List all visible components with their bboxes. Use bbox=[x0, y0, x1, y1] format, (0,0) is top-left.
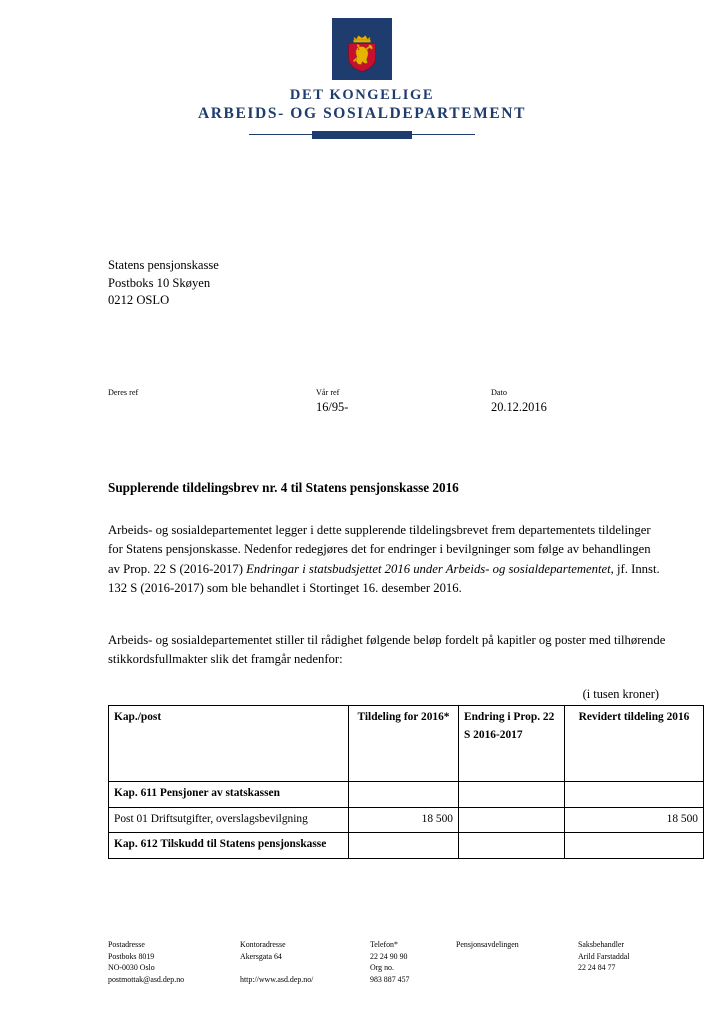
footer-saksbehandler-phone: 22 24 84 77 bbox=[578, 963, 616, 973]
footer-orgno-value: 983 887 457 bbox=[370, 975, 410, 985]
table-cell-tildeling bbox=[349, 782, 459, 808]
footer-email[interactable]: postmottak@asd.dep.no bbox=[108, 975, 185, 985]
table-row bbox=[109, 807, 704, 833]
department-title bbox=[0, 87, 724, 124]
table-cell-tildeling bbox=[349, 833, 459, 859]
document-heading: Supplerende tildelingsbrev nr. 4 til Statens pensjonskasse 2016 bbox=[108, 480, 459, 495]
reference-row bbox=[108, 388, 668, 420]
rule-thick-bar bbox=[312, 131, 412, 139]
reference-labels bbox=[108, 388, 668, 400]
footer-column-saksbehandler bbox=[578, 939, 630, 974]
footer-kontoradresse-spacer bbox=[240, 962, 313, 974]
footer-kontoradresse-street: Akersgata 64 bbox=[240, 951, 282, 961]
letterhead bbox=[0, 18, 724, 140]
footer-orgno-label: Org no. bbox=[370, 963, 394, 973]
reference-values bbox=[108, 400, 668, 420]
paragraph-intro-text-2: , jf. Innst. 132 S (2016-2017) som ble behandlet i Stortinget 16. desember 2016. bbox=[108, 561, 660, 595]
address-line-1: Statens pensjonskasse bbox=[108, 258, 219, 272]
table-row bbox=[109, 782, 704, 808]
address-line-2: Postboks 10 Skøyen bbox=[108, 275, 211, 290]
footer-column-telefon bbox=[370, 939, 409, 986]
table-cell-kap-post: Kap. 611 Pensjoner av statskassen bbox=[109, 782, 349, 808]
paragraph-intro-text-1: Arbeids- og sosialdepartementet legger i dette supplerende tildelingsbrevet frem departementets tildelinger for Statens pensjonskasse. Nedenfor redegjøres det for endringer i bevilgninger som følge av behandlingen av Prop. 22 S (2016-2017) bbox=[108, 523, 651, 576]
footer-telefon-label: Telefon* bbox=[370, 940, 398, 949]
allocation-table bbox=[108, 705, 704, 859]
paragraph-intro bbox=[108, 521, 660, 598]
paragraph-intro-italic: Endringar i statsbudsjettet 2016 under Arbeids- og sosialdepartementet bbox=[246, 561, 611, 576]
coat-of-arms-icon bbox=[332, 18, 392, 80]
footer-kontoradresse-label: Kontoradresse bbox=[240, 940, 286, 949]
table-header-endring-prop22: Endring i Prop. 22 S 2016-2017 bbox=[459, 706, 565, 782]
footer-column-kontoradresse bbox=[240, 939, 313, 986]
dato-value: 20.12.2016 bbox=[491, 400, 547, 414]
footer-website-url[interactable]: http://www.asd.dep.no/ bbox=[240, 975, 314, 985]
footer-postadresse-box: Postboks 8019 bbox=[108, 951, 155, 961]
table-cell-endring bbox=[459, 807, 565, 833]
table-cell-endring bbox=[459, 782, 565, 808]
address-line-3: 0212 OSLO bbox=[108, 293, 170, 307]
var-ref-value: 16/95- bbox=[316, 400, 349, 414]
footer-avdeling-label: Pensjonsavdelingen bbox=[456, 940, 519, 949]
footer-postadresse-city: NO-0030 Oslo bbox=[108, 963, 155, 973]
table-cell-kap-post: Post 01 Driftsutgifter, overslagsbevilgning bbox=[109, 807, 349, 833]
table-header-tildeling-2016: Tildeling for 2016* bbox=[349, 706, 459, 782]
table-cell-endring bbox=[459, 833, 565, 859]
dato-label: Dato bbox=[491, 388, 507, 397]
table-cell-kap-post: Kap. 612 Tilskudd til Statens pensjonskasse bbox=[109, 833, 349, 859]
letterhead-rule bbox=[227, 130, 497, 140]
department-title-line1: DET KONGELIGE bbox=[289, 87, 435, 103]
table-row bbox=[109, 833, 704, 859]
paragraph-allocation: Arbeids- og sosialdepartementet stiller til rådighet følgende beløp fordelt på kapitler og poster med tilhørende stikkordsfullmakter slik det framgår nedenfor: bbox=[108, 633, 666, 667]
footer-column-avdeling bbox=[456, 939, 519, 951]
footer-saksbehandler-label: Saksbehandler bbox=[578, 940, 625, 949]
deres-ref-label: Deres ref bbox=[108, 388, 139, 397]
footer-postadresse-label: Postadresse bbox=[108, 940, 145, 949]
footer-saksbehandler-name: Arild Farstaddal bbox=[578, 951, 630, 961]
recipient-address bbox=[108, 257, 219, 310]
table-unit-note: (i tusen kroner) bbox=[582, 687, 659, 701]
footer-column-postadresse bbox=[108, 939, 184, 986]
table-header-revidert-tildeling: Revidert tildeling 2016 bbox=[565, 706, 704, 782]
table-header-kap-post: Kap./post bbox=[109, 706, 349, 782]
footer-telefon-number: 22 24 90 90 bbox=[370, 951, 408, 961]
department-title-line2: ARBEIDS- OG SOSIALDEPARTEMENT bbox=[197, 104, 527, 122]
table-cell-tildeling: 18 500 bbox=[349, 807, 459, 833]
table-cell-revidert bbox=[565, 782, 704, 808]
shield-icon bbox=[345, 34, 379, 72]
table-cell-revidert bbox=[565, 833, 704, 859]
table-header-row bbox=[109, 706, 704, 782]
var-ref-label: Vår ref bbox=[316, 388, 340, 397]
table-cell-revidert: 18 500 bbox=[565, 807, 704, 833]
